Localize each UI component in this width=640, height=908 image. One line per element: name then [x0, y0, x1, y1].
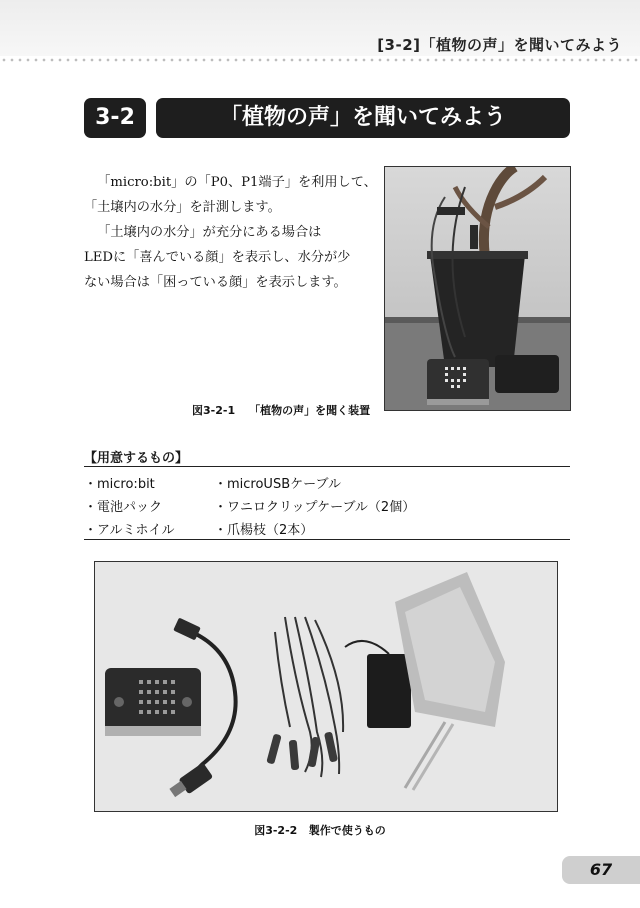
materials-photo	[94, 561, 558, 812]
prep-item: ・microUSBケーブル	[214, 477, 341, 492]
body-line: 「土壌内の水分」を計測します。	[84, 200, 281, 215]
figure2-number: 図3-2-2	[254, 824, 298, 837]
prep-item: ・電池パック	[84, 500, 163, 515]
prep-rule-top	[84, 466, 570, 467]
figure1-caption-text: 「植物の声」を聞く装置	[249, 404, 371, 417]
prep-item: ・爪楊枝（2本）	[214, 523, 314, 538]
prep-item: ・アルミホイル	[84, 523, 175, 538]
prep-item: ・ワニロクリップケーブル（2個）	[214, 500, 416, 515]
plant-device-photo	[384, 166, 571, 411]
prep-rule-bottom	[84, 539, 570, 540]
section-title: 「植物の声」を聞いてみよう	[156, 98, 570, 138]
section-number: 3-2	[84, 98, 146, 138]
dotted-divider	[0, 58, 640, 62]
figure1-number: 図3-2-1	[192, 404, 236, 417]
body-text	[84, 170, 386, 295]
figure1-caption	[192, 402, 370, 418]
prep-item: ・micro:bit	[84, 477, 155, 492]
prep-title: 【用意するもの】	[84, 451, 189, 466]
figure2-caption-text: 製作で使うもの	[308, 824, 386, 837]
body-line: ない場合は「困っている顔」を表示します。	[84, 275, 347, 290]
running-title: [3-2]「植物の声」を聞いてみよう	[377, 36, 622, 54]
body-line: 「micro:bit」の「P0、P1端子」を利用して、	[97, 175, 377, 190]
page-number: 67	[562, 856, 640, 884]
figure2-caption	[0, 822, 640, 838]
body-line: 「土壌内の水分」が充分にある場合は	[97, 225, 322, 240]
body-line: LEDに「喜んでいる顔」を表示し、水分が少	[84, 250, 351, 265]
